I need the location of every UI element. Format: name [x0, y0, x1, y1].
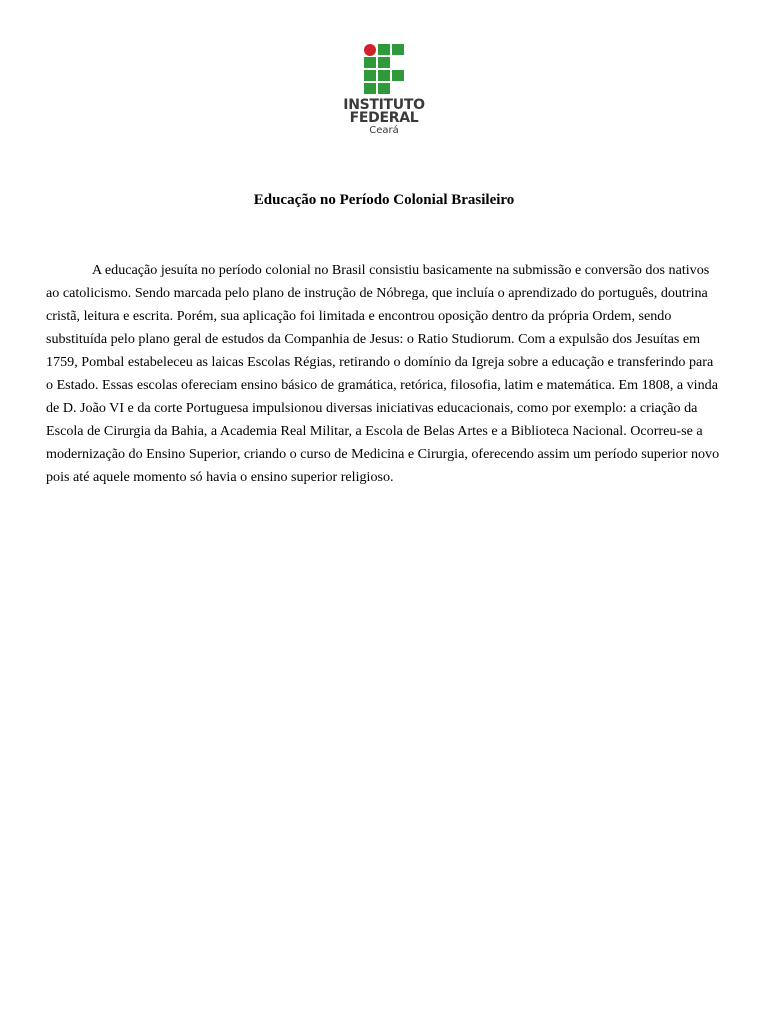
document-title: Educação no Período Colonial Brasileiro — [253, 192, 515, 208]
logo-text-instituto: INSTITUTO — [343, 97, 425, 113]
document-body-paragraph: A educação jesuíta no período colonial no Brasil consistiu basicamente na submissão e conversão dos nativos ao catolicismo. Sendo marcada pelo plano de instrução de Nóbrega, que incluía o aprendizado do português, doutrina cristã, leitura e escrita. Porém, sua aplicação foi limitada e encontrou oposição dentro da própria Ordem, sendo substituída pelo plano geral de estudos da Companhia de Jesus: o Ratio Studiorum. Com a expulsão dos Jesuítas em 1759, Pombal estabeleceu as laicas Escolas Régias, retirando o domínio da Igreja sobre a educação e transferindo para o Estado. Essas escolas ofereciam ensino básico de gramática, retórica, filosofia, latim e matemática. Em 1808, a vinda de D. João VI e da corte Portuguesa impulsionou diversas iniciativas educacionais, como por exemplo: a criação da Escola de Cirurgia da Bahia, a Academia Real Militar, a Escola de Belas Artes e a Biblioteca Nacional. Ocorreu-se a modernização do Ensino Superior, criando o curso de Medicina e Cirurgia, oferecendo assim um período superior novo pois até aquele momento só havia o ensino superior religioso. — [46, 262, 720, 485]
institute-logo — [330, 42, 438, 142]
institute-logo-mark — [364, 44, 406, 96]
logo-text-federal: FEDERAL — [349, 110, 419, 126]
logo-text-campus: Ceará — [369, 125, 399, 136]
